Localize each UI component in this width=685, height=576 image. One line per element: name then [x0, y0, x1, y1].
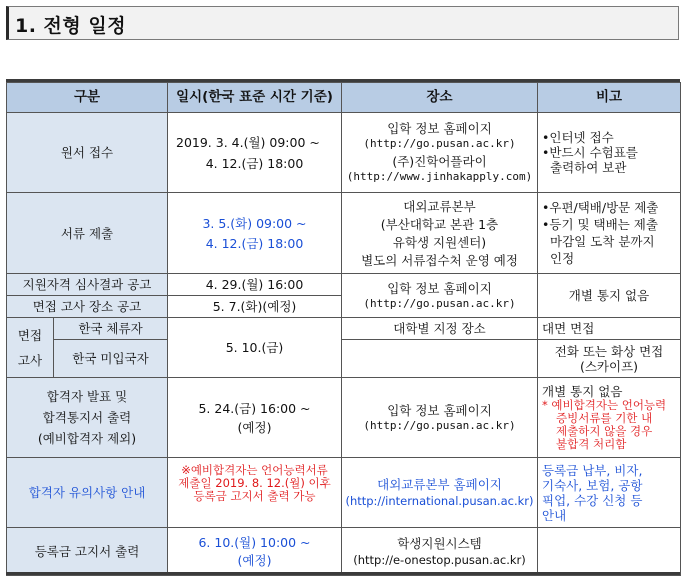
table-row [7, 458, 681, 528]
place-line: 입학 정보 홈페이지 [387, 280, 492, 296]
place-notice [342, 458, 538, 528]
date-tuition [168, 528, 342, 576]
schedule-table [6, 82, 681, 576]
interview-group-label [7, 318, 54, 378]
row-label-application: 원서 접수 [7, 113, 168, 193]
note-announcement: 개별 통지 없음 [538, 274, 681, 318]
table-row [7, 274, 681, 296]
note-line: 마감일 도착 분까지 [550, 234, 655, 249]
note-line: (스카이프) [579, 358, 639, 374]
date-line: 2019. 3. 4.(월) 09:00 ~ [176, 134, 320, 150]
place-line: 대외교류본부 홈페이지 [377, 477, 502, 492]
place-url[interactable]: (http://international.pusan.ac.kr) [345, 494, 534, 508]
note-warning-line: * 예비합격자는 언어능력 [542, 398, 667, 412]
place-application [342, 113, 538, 193]
table-row [7, 193, 681, 274]
place-url[interactable]: (http://www.jinhakapply.com) [346, 170, 533, 183]
place-url[interactable]: (http://go.pusan.ac.kr) [363, 137, 516, 150]
place-line: 대외교류본부 [403, 198, 476, 214]
note-line: 전화 또는 화상 면접 [554, 343, 664, 359]
row-label-notice: 합격자 유의사항 안내 [7, 458, 168, 528]
note-line: 개별 통지 없음 [542, 384, 623, 399]
group-label-line: 고사 [17, 352, 43, 368]
place-tuition [342, 528, 538, 576]
note-line: •등기 및 택배는 제출 [542, 217, 658, 232]
table-row [7, 113, 681, 193]
date-results [168, 378, 342, 458]
note-line: •우편/택배/방문 제출 [542, 200, 659, 215]
header-place: 장소 [342, 83, 538, 113]
note-interview-resident: 대면 면접 [538, 318, 681, 340]
date-line: 4. 12.(금) 18:00 [205, 235, 304, 251]
table-header-row [7, 83, 681, 113]
date-documents [168, 193, 342, 274]
label-line: 합격통지서 출력 [42, 410, 132, 425]
date-spacer [168, 503, 341, 521]
place-documents [342, 193, 538, 274]
note-notice [538, 458, 681, 528]
date-warning-line: 제출일 2019. 8. 12.(월) 이후 [178, 476, 331, 490]
row-label-documents: 서류 제출 [7, 193, 168, 274]
date-warning-line: 등록금 고지서 출력 가능 [193, 489, 316, 503]
note-line: 픽업, 수강 신청 등 [542, 492, 643, 508]
table-row [7, 340, 681, 378]
note-line: 등록금 납부, 비자, [542, 462, 643, 478]
place-url[interactable]: (http://e-onestop.pusan.ac.kr) [353, 553, 526, 567]
row-label-results [7, 378, 168, 458]
table-bottom-rule [6, 572, 680, 575]
date-line: (예정) [237, 553, 272, 568]
note-warning-line: 불합격 처리함 [556, 437, 627, 451]
note-documents [538, 193, 681, 274]
place-url[interactable]: (http://go.pusan.ac.kr) [363, 418, 516, 432]
header-category: 구분 [7, 83, 168, 113]
date-line: 6. 10.(월) 10:00 ~ [198, 535, 311, 550]
note-interview-nonresident [538, 340, 681, 378]
place-announcement [342, 274, 538, 318]
date-line: (예정) [237, 419, 272, 435]
header-datetime: 일시(한국 표준 시간 기준) [168, 83, 342, 113]
table-row [7, 528, 681, 576]
place-url[interactable]: (http://go.pusan.ac.kr) [363, 296, 516, 310]
place-line: 입학 정보 홈페이지 [387, 121, 492, 136]
row-label-interview-venue: 면접 고사 장소 공고 [7, 296, 168, 318]
note-line: •인터넷 접수 [542, 130, 614, 145]
date-application [168, 113, 342, 193]
group-label-line: 면접 [17, 327, 43, 343]
section-title-box [6, 6, 679, 40]
note-line: 안내 [542, 507, 567, 523]
note-line: 인정 [550, 251, 575, 266]
note-results [538, 378, 681, 458]
place-line: 별도의 서류접수처 운영 예정 [361, 252, 518, 268]
table-row [7, 378, 681, 458]
date-interview-venue: 5. 7.(화)(예정) [168, 296, 342, 318]
note-line: 기숙사, 보험, 공항 [542, 477, 643, 493]
date-line: 4. 12.(금) 18:00 [205, 155, 304, 171]
date-line: 3. 5.(화) 09:00 ~ [202, 215, 307, 231]
place-line: 학생지원시스템 [397, 536, 482, 551]
row-label-tuition: 등록금 고지서 출력 [7, 528, 168, 576]
place-line: (부산대학교 본관 1층 [380, 216, 499, 232]
note-warning-line: 제출하지 않을 경우 [556, 424, 653, 438]
note-line: 출력하여 보관 [550, 160, 627, 175]
date-warning-line: ※예비합격자는 언어능력서류 [181, 463, 328, 477]
interview-sub-nonresident: 한국 미입국자 [54, 340, 168, 378]
date-notice [168, 458, 342, 528]
label-line: (예비합격자 제외) [37, 431, 137, 446]
row-label-screening: 지원자격 심사결과 공고 [7, 274, 168, 296]
label-line: 합격자 발표 및 [46, 389, 128, 404]
interview-sub-resident: 한국 체류자 [54, 318, 168, 340]
header-remarks: 비고 [538, 83, 681, 113]
date-line: 5. 24.(금) 16:00 ~ [198, 400, 311, 416]
place-results [342, 378, 538, 458]
place-line: 유학생 지원센터) [392, 234, 487, 250]
table-row [7, 318, 681, 340]
note-line: •반드시 수험표를 [542, 145, 638, 160]
date-interview: 5. 10.(금) [168, 318, 342, 378]
place-interview-resident: 대학별 지정 장소 [342, 318, 538, 340]
note-application [538, 113, 681, 193]
date-screening: 4. 29.(월) 16:00 [168, 274, 342, 296]
note-warning-line: 증빙서류를 기한 내 [556, 411, 653, 425]
place-line: 입학 정보 홈페이지 [387, 402, 492, 418]
note-tuition [538, 528, 681, 576]
place-interview-nonresident [342, 340, 538, 378]
section-title: 1. 전형 일정 [15, 15, 127, 37]
place-line: (주)진학어플라이 [392, 154, 487, 169]
